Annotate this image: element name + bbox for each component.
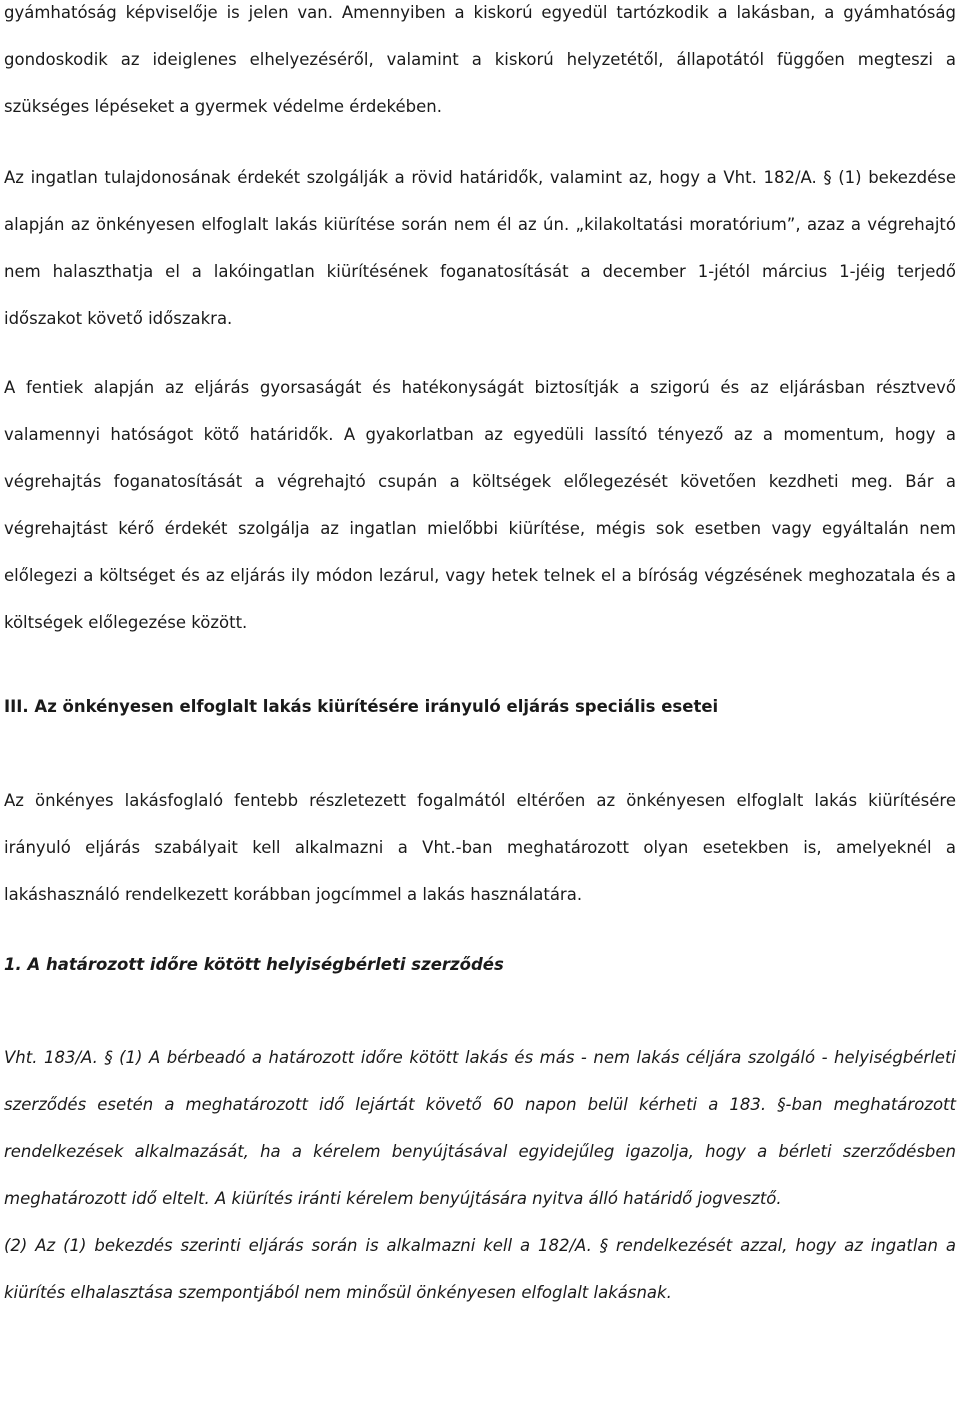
paragraph-vht-183a-2: (2) Az (1) bekezdés szerinti eljárás során is alkalmazni kell a 182/A. § rendelkezését azzal, hogy az ingatlan a kiürítés elhalasztása szempontjából nem minősül önkényesen elfoglalt lakásnak. (4, 1236, 956, 1302)
paragraph-procedure-speed: A fentiek alapján az eljárás gyorsaságát és hatékonyságát biztosítják a szigorú és az eljárásban résztvevő valamennyi hatóságot kötő határidők. A gyakorlatban az egyedüli lassító tényező az a momentum, hogy a végrehajtás foganatosítását a végrehajtó csupán a költségek előlegezését követően kezdheti meg. Bár a végrehajtást kérő érdekét szolgálja az ingatlan mielőbbi kiürítése, mégis sok esetben vagy egyáltalán nem előlegezi a költséget és az eljárás ily módon lezárul, vagy hetek telnek el a bíróság végzésének meghozatala és a költségek előlegezése között. (4, 378, 956, 632)
paragraph-guardianship: gyámhatóság képviselője is jelen van. Amennyiben a kiskorú egyedül tartózkodik a lakásban, a gyámhatóság gondoskodik az ideiglenes elhelyezéséről, valamint a kiskorú helyzetétől, állapotától függően megteszi a szükséges lépéseket a gyermek védelme érdekében. (4, 3, 956, 116)
paragraph-special-cases: Az önkényes lakásfoglaló fentebb részletezett fogalmától eltérően az önkényesen elfoglalt lakás kiürítésére irányuló eljárás szabályait kell alkalmazni a Vht.-ban meghatározott olyan esetekben is, amelyeknél a lakáshasználó rendelkezett korábban jogcímmel a lakás használatára. (4, 791, 956, 904)
subsection-heading-1: 1. A határozott időre kötött helyiségbérleti szerződés (4, 955, 504, 974)
document-page (4, 0, 956, 1316)
paragraph-owner-interest: Az ingatlan tulajdonosának érdekét szolgálják a rövid határidők, valamint az, hogy a Vht. 182/A. § (1) bekezdése alapján az önkényesen elfoglalt lakás kiürítése során nem él az ún. „kilakoltatási moratórium”, azaz a végrehajtó nem halaszthatja el a lakóingatlan kiürítésének foganatosítását a december 1-jétól március 1-jéig terjedő időszakot követő időszakra. (4, 168, 956, 328)
paragraph-vht-183a-1: Vht. 183/A. § (1) A bérbeadó a határozott időre kötött lakás és más - nem lakás céljára szolgáló - helyiségbérleti szerződés esetén a meghatározott idő lejártát követő 60 napon belül kérheti a 183. §-ban meghatározott rendelkezések alkalmazását, ha a kérelem benyújtásával egyidejűleg igazolja, hogy a bérleti szerződésben meghatározott idő eltelt. A kiürítés iránti kérelem benyújtására nyitva álló határidő jogvesztő. (4, 1048, 956, 1208)
section-heading-iii: III. Az önkényesen elfoglalt lakás kiürítésére irányuló eljárás speciális esetei (4, 697, 719, 716)
